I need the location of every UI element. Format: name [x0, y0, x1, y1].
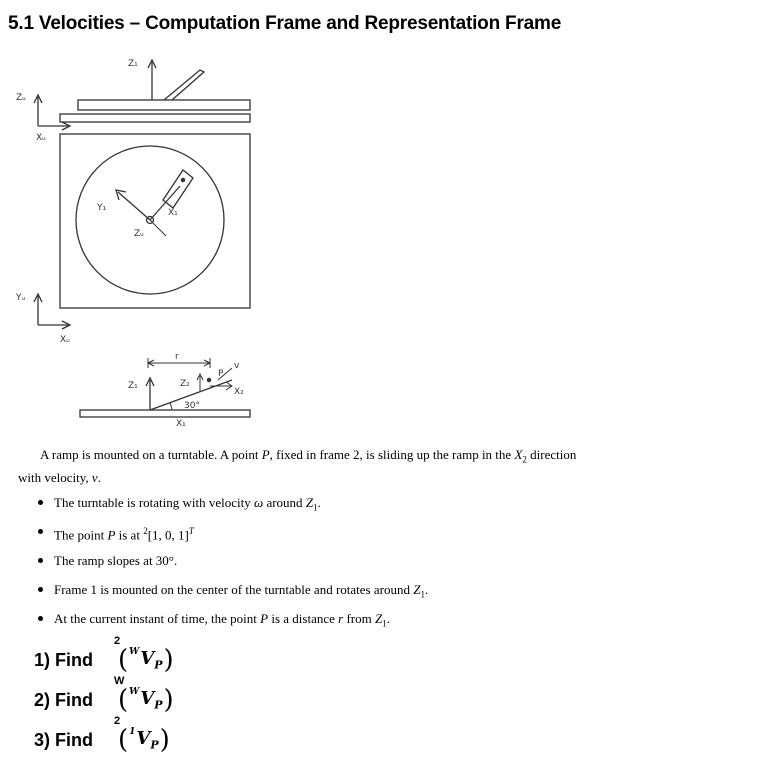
y1-plan-label: Y₁ [97, 203, 107, 213]
detail-view [80, 352, 250, 429]
z2-detail-label: Z₂ [180, 379, 190, 389]
xw-side-label: Xᵤ [36, 133, 46, 143]
plan-view [15, 134, 250, 345]
x1-detail-label: X₁ [176, 419, 186, 429]
v-label: v [234, 361, 240, 371]
z1-detail-label: Z₁ [128, 381, 138, 391]
side-view [16, 59, 250, 143]
question-2 [34, 675, 174, 720]
question-1 [34, 635, 174, 680]
list-item: The point P is at $^2$[1, 0, 1]$^T$ [38, 523, 428, 552]
detail-base [80, 410, 250, 417]
yw-plan-label: Yᵤ [16, 293, 26, 303]
question-expression: 2 ( $^1V_P$ ) [114, 715, 170, 755]
y1-axis [118, 192, 150, 220]
zw-plan-label: Zᵤ [134, 229, 144, 239]
angle-arc [170, 403, 172, 410]
turntable-base [60, 114, 250, 122]
list-item: The turntable is rotating with velocity ω around $Z_1$. [38, 494, 428, 523]
question-expression: 2 ( $^WV_P$ ) [114, 635, 174, 675]
x2-detail-label: X₂ [234, 387, 244, 397]
question-3 [34, 715, 174, 760]
given-list [38, 494, 428, 639]
point-p-detail [207, 378, 210, 381]
point-p-plan [181, 178, 184, 181]
p-detail-label: P [218, 369, 224, 379]
turntable-diagram [0, 50, 300, 435]
z1-top-label: Z₁ [128, 59, 138, 69]
x1-plan-label: X₁ [168, 208, 178, 218]
zw-side-label: Zᵤ [16, 93, 26, 103]
question-expression: W ( $^WV_P$ ) [114, 675, 174, 715]
list-item: Frame 1 is mounted on the center of the turntable and rotates around $Z_1$. [38, 581, 428, 610]
plan-base [60, 134, 250, 308]
question-label: 1) Find [34, 649, 93, 670]
section-heading: 5.1 Velocities – Computation Frame and Representation Frame [8, 13, 562, 34]
list-item: At the current instant of time, the point P is a distance r from $Z_1$. [38, 610, 428, 639]
r-label: r [175, 352, 179, 362]
question-label: 3) Find [34, 729, 93, 750]
problem-intro: A ramp is mounted on a turntable. A point P, fixed in frame 2, is sliding up the ramp in the $X_2$ direction with velocity, v. [18, 447, 577, 485]
list-item: The ramp slopes at 30°. [38, 552, 428, 581]
xw-plan-label: Xᵤ [60, 335, 70, 345]
turntable-platter [78, 100, 250, 110]
angle-label: 30° [184, 401, 200, 411]
ramp-side [164, 70, 204, 100]
questions [34, 635, 174, 760]
question-label: 2) Find [34, 689, 93, 710]
x1-axis [150, 220, 166, 236]
